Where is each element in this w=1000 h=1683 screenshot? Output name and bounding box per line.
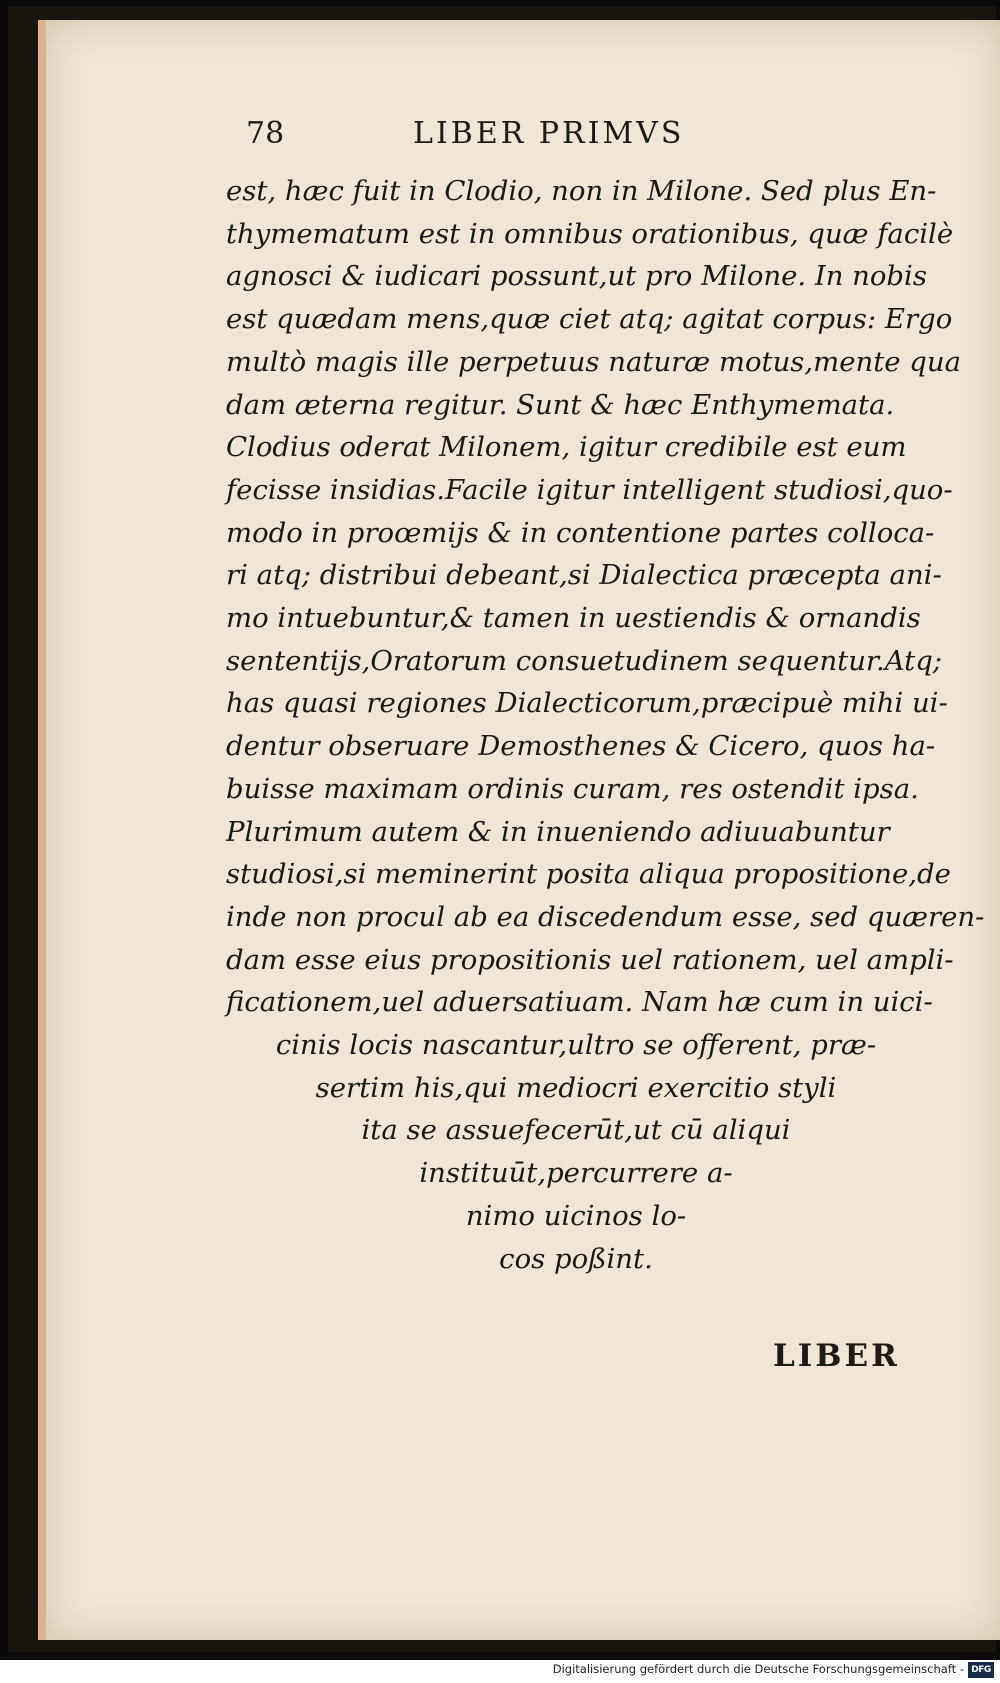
text-line: modo in proœmijs & in contentione partes colloca- (226, 516, 935, 549)
page-content (38, 20, 993, 1640)
text-line: fecisse insidias.Facile igitur intelligent studiosi,quo- (226, 473, 953, 506)
text-line: inde non procul ab ea discedendum esse, sed quæren- (226, 900, 985, 933)
running-head: LIBER PRIMVS (413, 116, 685, 151)
text-line: Plurimum autem & in inueniendo adiuuabuntur (226, 815, 890, 848)
text-line: has quasi regiones Dialecticorum,præcipuè mihi ui- (226, 687, 948, 720)
catchword: LIBER (773, 1338, 900, 1374)
dfg-logo: DFG (968, 1662, 994, 1678)
text-line: est, hæc fuit in Clodio, non in Milone. Sed plus En- (226, 175, 937, 207)
text-line: dentur obseruare Demosthenes & Cicero, quos ha- (226, 730, 936, 763)
text-line: est quædam mens,quæ ciet atq; agitat corpus: Ergo (226, 303, 953, 336)
text-line: mo intuebuntur,& tamen in uestiendis & ornandis (226, 602, 921, 635)
funding-credit: Digitalisierung gefördert durch die Deutsche Forschungsgemeinschaft - (552, 1662, 964, 1676)
text-line: studiosi,si meminerint posita aliqua propositione,de (226, 858, 951, 891)
tail-line: cos poßint. (499, 1242, 653, 1275)
page-number: 78 (246, 116, 285, 151)
footer-bar (0, 1660, 1000, 1683)
tail-line: sertim his,qui mediocri exercitio styli (315, 1071, 837, 1104)
tail-line: cinis locis nascantur,ultro se offerent, præ- (275, 1029, 877, 1062)
body-text (226, 170, 985, 1280)
text-line: ri atq; distribui debeant,si Dialectica præcepta ani- (226, 559, 942, 592)
text-line: Clodius oderat Milonem, igitur credibile est eum (226, 431, 907, 464)
text-line: sententijs,Oratorum consuetudinem sequentur.Atq; (226, 644, 943, 677)
text-line: agnosci & iudicari possunt,ut pro Milone. In nobis (226, 260, 927, 293)
tailpiece-text (226, 1024, 926, 1280)
text-line: buisse maximam ordinis curam, res ostendit ipsa. (226, 772, 919, 805)
text-line: dam esse eius propositionis uel rationem, uel ampli- (226, 943, 954, 976)
tail-line: nimo uicinos lo- (465, 1199, 687, 1232)
text-line: multò magis ille perpetuus naturæ motus,mente qua (226, 345, 961, 378)
tail-line: ita se assuefecerūt,ut cū aliqui (361, 1114, 791, 1147)
body-paragraph (226, 170, 985, 1024)
tail-line: instituūt,percurrere a- (419, 1157, 733, 1190)
text-line: dam æterna regitur. Sunt & hæc Enthymemata. (226, 388, 895, 421)
text-line: thymematum est in omnibus orationibus, quæ facilè (226, 217, 954, 250)
text-line: ficationem,uel aduersatiuam. Nam hæ cum in uici- (226, 986, 933, 1019)
